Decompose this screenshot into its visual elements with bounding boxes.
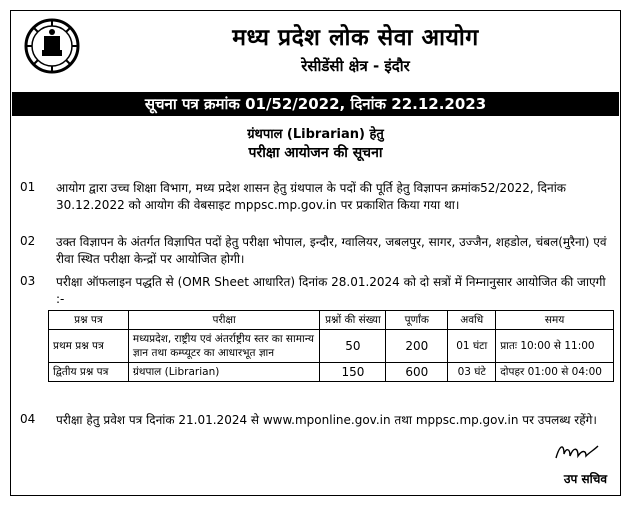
organization-title: मध्य प्रदेश लोक सेवा आयोग: [232, 25, 479, 51]
table-header: अवधि: [448, 311, 496, 330]
handwritten-signature: [552, 440, 602, 464]
table-cell: 03 घंटे: [448, 363, 496, 382]
table-cell: प्रथम प्रश्न पत्र: [49, 330, 129, 363]
mppsc-seal-logo: [24, 18, 80, 74]
signatory-title: उप सचिव: [563, 472, 607, 486]
table-cell: मध्यप्रदेश, राष्ट्रीय एवं अंतर्राष्ट्रीय स्तर का सामान्य ज्ञान तथा कम्प्यूटर का आधारभूत ज्ञान: [128, 330, 320, 363]
paragraph-number: 02: [20, 234, 36, 248]
table-header: पूर्णांक: [386, 311, 448, 330]
organization-address: रेसीडेंसी क्षेत्र - इंदौर: [301, 57, 410, 75]
paragraph-text: आयोग द्वारा उच्च शिक्षा विभाग, मध्य प्रदेश शासन हेतु ग्रंथपाल के पदों की पूर्ति हेतु विज्ञापन क्रमांक52/2022, दिनांक 30.12.2022 को आयोग की वेबसाइट mppsc.mp.gov.in पर प्रकाशित किया गया था।: [56, 181, 567, 212]
table-cell: ग्रंथपाल (Librarian): [128, 363, 320, 382]
table-cell: 01 घंटा: [448, 330, 496, 363]
table-header: परीक्षा: [128, 311, 320, 330]
subject-line-1: ग्रंथपाल (Librarian) हेतु: [247, 127, 384, 142]
table-cell: 150: [320, 363, 386, 382]
paragraph-number: 04: [20, 412, 36, 426]
paragraph-number: 03: [20, 274, 36, 288]
table-header: प्रश्नों की संख्या: [320, 311, 386, 330]
table-row: [49, 330, 614, 363]
table-cell: दोपहर 01:00 से 04:00: [496, 363, 614, 382]
table-cell: 600: [386, 363, 448, 382]
paragraph-number: 01: [20, 180, 36, 194]
paragraph-text: परीक्षा ऑफलाइन पद्धति से (OMR Sheet आधारित) दिनांक 28.01.2024 को दो सत्रों में निम्नानुसार आयोजित की जाएगी :-: [56, 275, 606, 306]
table-cell: 200: [386, 330, 448, 363]
table-header: प्रश्न पत्र: [49, 311, 129, 330]
paragraph-text: परीक्षा हेतु प्रवेश पत्र दिनांक 21.01.2024 से www.mponline.gov.in तथा mppsc.mp.gov.in पर उपलब्ध रहेंगे।: [56, 413, 597, 427]
table-cell: प्रातः 10:00 से 11:00: [496, 330, 614, 363]
table-cell: द्वितीय प्रश्न पत्र: [49, 363, 129, 382]
table-row: [49, 363, 614, 382]
table-header-row: [49, 311, 614, 330]
exam-schedule-table: [48, 310, 614, 382]
table-cell: 50: [320, 330, 386, 363]
paragraph-text: उक्त विज्ञापन के अंतर्गत विज्ञापित पदों हेतु परीक्षा भोपाल, इन्दौर, ग्वालियर, जबलपुर, सागर, उज्जैन, शहडोल, चंबल(मुरैना) एवं रीवा स्थित परीक्षा केन्द्रों पर आयोजित होगी।: [56, 235, 607, 266]
notice-reference-bar: सूचना पत्र क्रमांक 01/52/2022, दिनांक 22.12.2023: [12, 92, 619, 116]
subject-line-2: परीक्षा आयोजन की सूचना: [248, 145, 383, 161]
table-header: समय: [496, 311, 614, 330]
